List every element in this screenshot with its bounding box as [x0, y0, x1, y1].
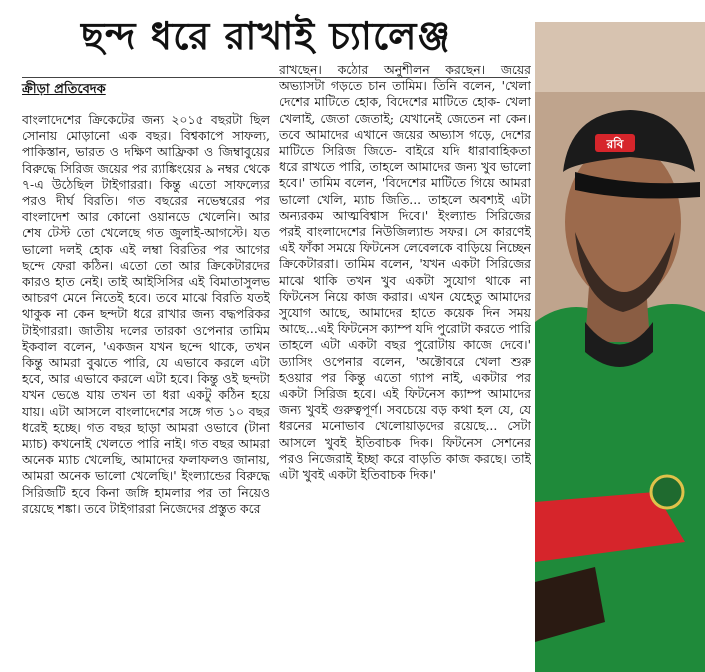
cap-logo-text: রবি: [606, 137, 624, 151]
article-headline: ছন্দ ধরে রাখাই চ্যালেঞ্জ: [81, 14, 451, 58]
article-byline: ক্রীড়া প্রতিবেদক: [22, 82, 106, 97]
team-crest-icon: [651, 476, 683, 508]
article-body-right: রাখছেন। কঠোর অনুশীলন করছেন। জয়ের অভ্যাসটা গড়তে চান তামিম। তিনি বলেন, 'খেলা দেশের মাটিতে হোক, বিদেশের মাটিতে হোক- খেলা খেলাই, জেতা জেতাই; যেখানেই জেতেন না কেন। তবে আমাদের এখানে জয়ের অভ্যাস গড়ে, দেশের মাটিতে সিরিজ জিতে- বাইরে যদি ধারাবাহিকতা ধরে রাখতে পারি, তাহলে আমাদের জন্য খুব ভালো হবে।' তামিম বলেন, 'বিদেশের মাটিতে গিয়ে আমরা ভালো খেলি, ম্যাচ জিতি... তাহলে অবশ্যই এটা অন্যরকম আত্মবিশ্বাস দিবে।' ইংল্যান্ড সিরিজের পরই বাংলাদেশের নিউজিল্যান্ড সফর। সে কারণেই এই ফাঁকা সময়ে ফিটনেস লেবেলকে বাড়িয়ে নিচ্ছেন ক্রিকেটাররা। তামিম বলেন, 'যখন একটা সিরিজের মাঝে থাকি তখন খুব একটা সুযোগ থাকে না ফিটনেস নিয়ে কাজ করার। এখন যেহেতু আমাদের সুযোগ আছে, আমাদের হাতে কয়েক দিন সময় আছে...এই ফিটনেস ক্যাম্প যদি পুরোটা করতে পারি তাহলে এটা একটা বছর পুরোটায় কাজে দেবে।' ড্যাসিং ওপেনার বলেন, 'অক্টোবরে খেলা শুরু হওয়ার পর কিন্তু এতো গ্যাপ নাই, একটার পর একটা সিরিজ হবে। এই ফিটনেস ক্যাম্প আমাদের জন্য খুবই গুরুত্বপূর্ণ। সবচেয়ে বড় কথা হল যে, যে ধরনের মনোভাব খেলোয়াড়দের রয়েছে... সেটা আসলে খুবই ইতিবাচক দিক। ফিটনেস সেশনের পরও নিজেরাই ইচ্ছা করে বাড়তি কাজ করছে। তাই এটা খুবই একটা ইতিবাচক দিক।': [279, 62, 531, 483]
article-body-left: বাংলাদেশের ক্রিকেটের জন্য ২০১৫ বছরটা ছিল সোনায় মোড়ানো এক বছর। বিশ্বকাপে সাফল্য, পাকিস্তান, ভারত ও দক্ষিণ আফ্রিকা ও জিম্বাবুয়ের বিরুদ্ধে সিরিজ জয়ের পর র‍্যাঙ্কিংয়ের ৯ নম্বর থেকে ৭-এ উঠেছিল টাইগাররা। কিন্তু এতো সাফল্যের পরও দীর্ঘ বিরতি। গত বছরের নভেম্বরের পর বাংলাদেশ আর কোনো ওয়ানডে খেলেনি। আর শেষ টেস্ট তো খেলেছে গত জুলাই-আগস্টে। যত ভালো দলই হোক এই লম্বা বিরতির পর আগের ছন্দে ফেরা কঠিন। এতো তো আর ক্রিকেটারদের কারও হাত নেই। তাই আইসিসির এই বিমাতাসুলভ আচরণ মেনে নিতেই হবে। তবে মাঝে বিরতি যতই থাকুক না কেন ছন্দটা ধরে রাখার জন্য বদ্ধপরিকর টাইগাররা। জাতীয় দলের তারকা ওপেনার তামিম ইকবাল বলেন, 'একজন যখন ছন্দে থাকে, তখন কিন্তু আমরা বুঝতে পারি, যে এভাবে করলে এটা হবে, আর এভাবে করলে এটা হবে। কিন্তু ওই ছন্দটা যখন ভেঙে যায় তখন তা ধরা একটু কঠিন হয়ে যায়। এটা আসলে বাংলাদেশের সঙ্গে গত ১০ বছর ধরেই হচ্ছে। গত বছর ছাড়া আমরা ওভাবে (টানা ম্যাচ) কখনোই খেলতে পারি নাই। গত বছর আমরা অনেক ম্যাচ খেলেছি, আমাদের ফলাফলও জানায়, আমরা অনেক ভালো খেলেছি।' ইংল্যান্ডের বিরুদ্ধে সিরিজটি হবে কিনা জঙ্গি হামলার পর তা নিয়েও রয়েছে শঙ্কা। তবে টাইগাররা নিজেদের প্রস্তুত করে: [22, 112, 270, 516]
article-column-right: [279, 62, 531, 668]
player-illustration: [535, 22, 705, 672]
article-column-left: [22, 112, 270, 668]
player-photo: [535, 22, 705, 672]
face-shape: [565, 142, 681, 302]
